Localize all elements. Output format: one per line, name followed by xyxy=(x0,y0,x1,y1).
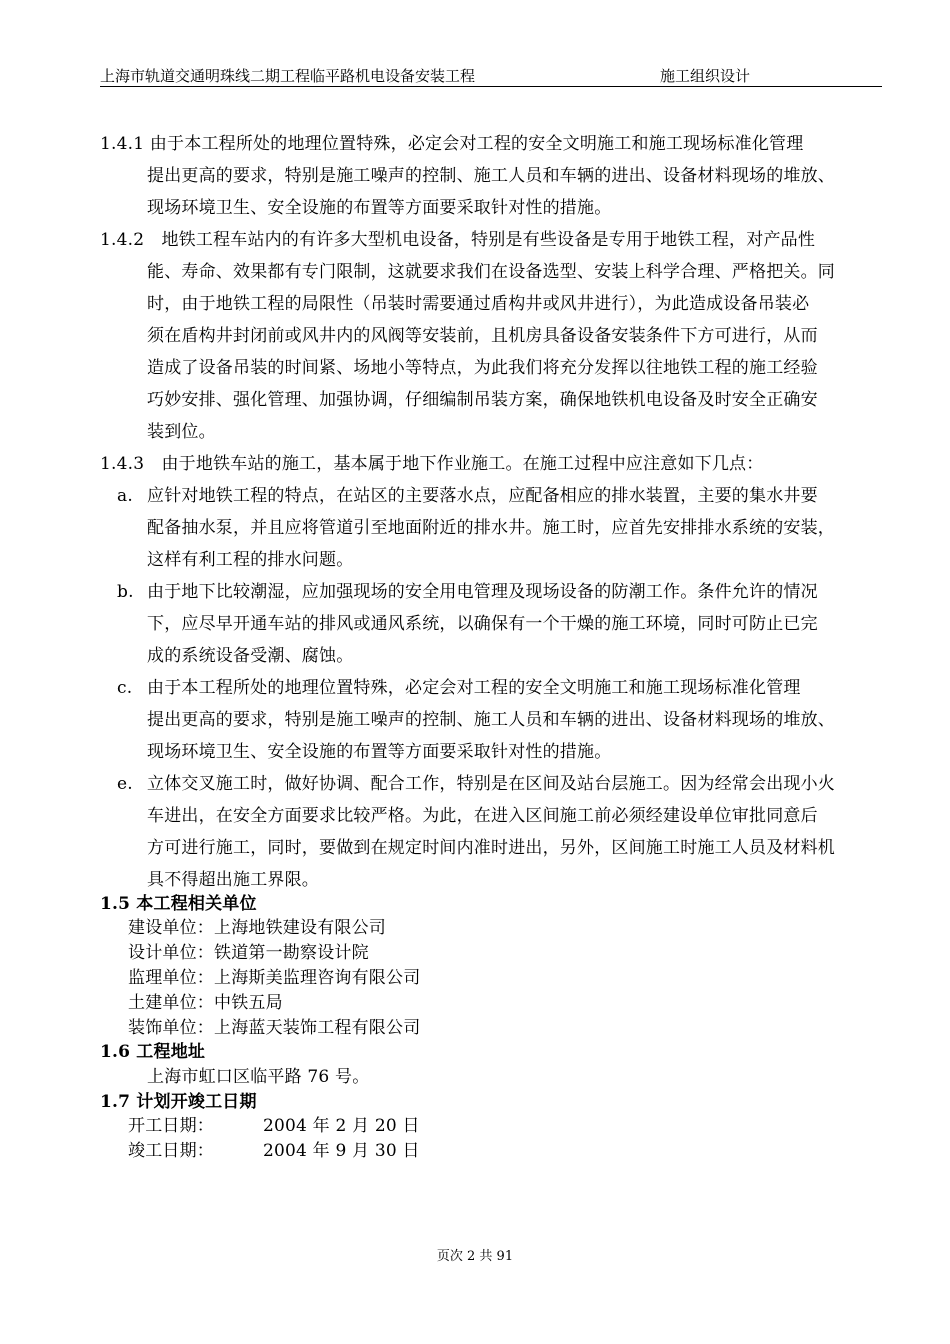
header-project-title: 上海市轨道交通明珠线二期工程临平路机电设备安装工程 xyxy=(100,67,476,85)
paragraph-1-4-2-line: 巧妙安排、强化管理、加强协调，仔细编制吊装方案，确保地铁机电设备及时安全正确安 xyxy=(147,390,818,410)
list-item-e-line: 立体交叉施工时，做好协调、配合工作，特别是在区间及站台层施工。因为经常会出现小火 xyxy=(147,774,835,794)
paragraph-1-4-2-line: 造成了设备吊装的时间紧、场地小等特点，为此我们将充分发挥以往地铁工程的施工经验 xyxy=(147,358,818,378)
end-date-label: 竣工日期： xyxy=(128,1141,214,1161)
related-unit-decoration: 装饰单位：上海蓝天装饰工程有限公司 xyxy=(128,1018,421,1038)
paragraph-1-4-2-line: 须在盾构井封闭前或风井内的风阀等安装前，且机房具备设备安装条件下方可进行，从而 xyxy=(147,326,818,346)
paragraph-1-4-3-line: 1.4.3 由于地铁车站的施工，基本属于地下作业施工。在施工过程中应注意如下几点： xyxy=(100,454,764,474)
list-marker-a: a. xyxy=(117,486,133,506)
list-item-a-line: 这样有利工程的排水问题。 xyxy=(147,550,354,570)
start-date-value: 2004 年 2 月 20 日 xyxy=(263,1116,420,1136)
paragraph-1-4-1-line: 1.4.1 由于本工程所处的地理位置特殊，必定会对工程的安全文明施工和施工现场标准化管理 xyxy=(100,134,804,154)
list-item-e-line: 具不得超出施工界限。 xyxy=(147,870,319,890)
paragraph-1-4-2-line: 装到位。 xyxy=(147,422,216,442)
related-unit-supervision: 监理单位：上海斯美监理咨询有限公司 xyxy=(128,968,421,988)
list-item-e-line: 车进出，在安全方面要求比较严格。为此，在进入区间施工前必须经建设单位审批同意后 xyxy=(147,806,818,826)
list-item-e-line: 方可进行施工，同时，要做到在规定时间内准时进出，另外，区间施工时施工人员及材料机 xyxy=(147,838,835,858)
page-header xyxy=(100,66,880,86)
list-item-a-line: 应针对地铁工程的特点，在站区的主要落水点，应配备相应的排水装置，主要的集水井要 xyxy=(147,486,818,506)
page-number: 页次 2 共 91 xyxy=(436,1249,514,1264)
section-1-6-heading: 1.6 工程地址 xyxy=(100,1042,206,1062)
related-unit-construction: 建设单位：上海地铁建设有限公司 xyxy=(128,918,386,938)
section-1-7-heading: 1.7 计划开竣工日期 xyxy=(100,1092,257,1112)
list-marker-c: c. xyxy=(117,678,133,698)
page-footer xyxy=(0,1248,950,1266)
start-date-label: 开工日期： xyxy=(128,1116,214,1136)
list-item-b-line: 成的系统设备受潮、腐蚀。 xyxy=(147,646,354,666)
list-marker-e: e. xyxy=(117,774,133,794)
paragraph-1-4-1-line: 现场环境卫生、安全设施的布置等方面要采取针对性的措施。 xyxy=(147,198,612,218)
related-unit-civil: 土建单位：中铁五局 xyxy=(128,993,283,1013)
list-item-c-line: 现场环境卫生、安全设施的布置等方面要采取针对性的措施。 xyxy=(147,742,612,762)
list-item-c-line: 由于本工程所处的地理位置特殊，必定会对工程的安全文明施工和施工现场标准化管理 xyxy=(147,678,801,698)
paragraph-1-4-2-line: 时，由于地铁工程的局限性（吊装时需要通过盾构井或风井进行），为此造成设备吊装必 xyxy=(147,294,810,314)
list-marker-b: b. xyxy=(117,582,134,602)
end-date-value: 2004 年 9 月 30 日 xyxy=(263,1141,420,1161)
related-unit-design: 设计单位：铁道第一勘察设计院 xyxy=(128,943,369,963)
list-item-b-line: 下，应尽早开通车站的排风或通风系统，以确保有一个干燥的施工环境，同时可防止已完 xyxy=(147,614,818,634)
section-1-5-heading: 1.5 本工程相关单位 xyxy=(100,894,257,914)
project-address: 上海市虹口区临平路 76 号。 xyxy=(147,1067,370,1087)
list-item-c-line: 提出更高的要求，特别是施工噪声的控制、施工人员和车辆的进出、设备材料现场的堆放、 xyxy=(147,710,835,730)
paragraph-1-4-1-line: 提出更高的要求，特别是施工噪声的控制、施工人员和车辆的进出、设备材料现场的堆放、 xyxy=(147,166,835,186)
list-item-b-line: 由于地下比较潮湿，应加强现场的安全用电管理及现场设备的防潮工作。条件允许的情况 xyxy=(147,582,818,602)
paragraph-1-4-2-line: 能、寿命、效果都有专门限制，这就要求我们在设备选型、安装上科学合理、严格把关。同 xyxy=(147,262,835,282)
header-divider xyxy=(100,86,882,87)
paragraph-1-4-2-line: 1.4.2 地铁工程车站内的有许多大型机电设备，特别是有些设备是专用于地铁工程，对产品性 xyxy=(100,230,816,250)
list-item-a-line: 配备抽水泵，并且应将管道引至地面附近的排水井。施工时，应首先安排排水系统的安装， xyxy=(147,518,835,538)
header-document-type: 施工组织设计 xyxy=(660,67,751,85)
